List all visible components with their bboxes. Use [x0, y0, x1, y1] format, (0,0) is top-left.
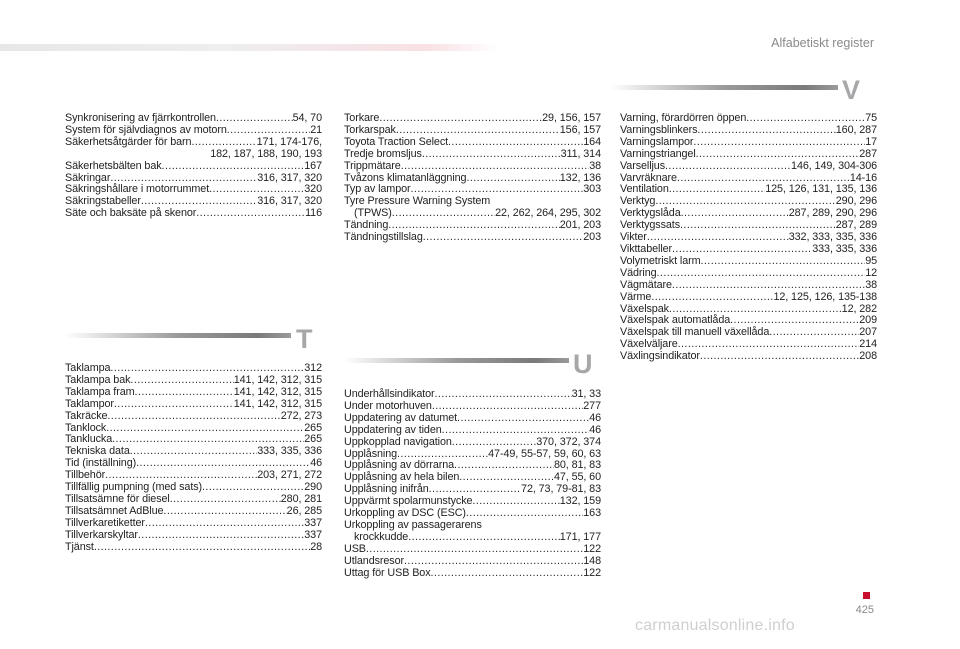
- index-entry-pages: 80, 81, 83: [553, 459, 601, 472]
- index-entry: [344, 425, 601, 437]
- index-entry-leader-dots: [701, 256, 866, 268]
- index-entry-label: Växelspak: [620, 302, 669, 315]
- index-entry-leader-dots: [392, 208, 495, 220]
- letter-u-divider: [344, 358, 569, 363]
- index-entry-pages: 287, 289, 290, 296: [788, 207, 877, 220]
- index-entry-label: Verktygssats: [620, 219, 681, 232]
- index-entry-label: Uppdatering av datumet: [344, 411, 458, 424]
- index-entry-pages: 290, 296: [835, 195, 877, 208]
- index-entry-pages: 156, 157: [559, 123, 601, 136]
- index-entry-label: Tredje bromsljus: [344, 147, 422, 160]
- index-entry-leader-dots: [401, 161, 589, 173]
- index-entry-label: Verktyg: [620, 195, 656, 208]
- index-entry-label: Växelspak till manuell växellåda: [620, 326, 770, 339]
- index-entry: [65, 506, 322, 518]
- index-entry-leader-dots: [366, 544, 583, 556]
- index-entry-label: Upplåsning av dörrarna: [344, 459, 455, 472]
- index-entry-leader-dots: [466, 508, 583, 520]
- index-entry-label: Takräcke: [65, 409, 108, 422]
- letter-v-heading: V: [842, 75, 861, 105]
- index-entry-pages: 337: [304, 528, 322, 541]
- index-entry-pages: 38: [865, 278, 877, 291]
- index-entry-label: Tillverkaretiketter: [65, 516, 145, 529]
- index-entry-label: Tillsatsämne för diesel: [65, 492, 170, 505]
- index-entry-label: Tillverkarskyltar: [65, 528, 138, 541]
- index-entry-pages: 122: [583, 542, 601, 555]
- index-entry-pages: 116: [305, 207, 322, 220]
- index-entry-label: Värme: [620, 290, 652, 303]
- index-entry-leader-dots: [170, 494, 281, 506]
- index-entry-leader-dots: [379, 113, 542, 125]
- index-entry-label: System för självdiagnos av motorn: [65, 123, 227, 136]
- index-entry-label: Vikter: [620, 231, 647, 244]
- index-entry-pages: 132, 136: [559, 171, 601, 184]
- index-entry-label: Toyota Traction Select: [344, 135, 449, 148]
- index-entry-pages: 95: [865, 254, 877, 267]
- index-entry-pages: 141, 142, 312, 315: [233, 397, 322, 410]
- index-entry-leader-dots: [94, 542, 310, 554]
- index-entry-pages: 132, 159: [559, 495, 601, 508]
- index-entry-pages: 12, 282: [841, 302, 877, 315]
- index-entry: [344, 556, 601, 568]
- index-entry-leader-dots: [448, 137, 583, 149]
- index-entry-pages: 14-16: [849, 171, 877, 184]
- index-entry-leader-dots: [697, 125, 835, 137]
- index-entry-label: Tjänst: [65, 540, 94, 553]
- index-entry-label: Tändningstillslag: [344, 231, 423, 244]
- index-entry: [65, 411, 322, 423]
- index-entry: [65, 530, 322, 542]
- index-entry-label: Säkerhetsåtgärder för barn: [65, 135, 192, 148]
- index-entry-leader-dots: [693, 137, 865, 149]
- index-entry-pages: 141, 142, 312, 315: [233, 373, 322, 386]
- index-entry: [620, 292, 877, 304]
- index-entry-pages: 21: [310, 123, 322, 136]
- index-entry-leader-dots: [657, 268, 866, 280]
- index-entry-pages: 28: [310, 540, 322, 553]
- index-entry-label: Upplåsning av hela bilen: [344, 471, 460, 484]
- index-entry-leader-dots: [681, 208, 789, 220]
- index-entry-pages: 370, 372, 374: [536, 435, 601, 448]
- index-entry-pages: 311, 314: [560, 147, 601, 160]
- index-entry: [620, 137, 877, 149]
- index-entry-label: Varningslampor: [620, 135, 694, 148]
- index-entry-leader-dots: [472, 496, 559, 508]
- index-section-v: [620, 113, 877, 363]
- index-entry: [65, 387, 322, 399]
- index-entry-pages: 332, 333, 335, 336: [788, 231, 877, 244]
- index-entry: [344, 161, 601, 173]
- index-entry-leader-dots: [442, 425, 590, 437]
- index-entry-label: Typ av lampor: [344, 183, 411, 196]
- index-entry-leader-dots: [423, 232, 584, 244]
- index-entry-pages: 54, 70: [292, 112, 322, 124]
- index-entry: [65, 137, 322, 149]
- index-entry-pages: 122: [583, 566, 601, 579]
- index-entry-pages: 203, 271, 272: [257, 469, 322, 482]
- index-entry-leader-dots: [669, 184, 765, 196]
- index-entry-pages: 171, 174-176,: [256, 135, 322, 148]
- index-entry-leader-dots: [216, 113, 293, 125]
- index-entry-pages: 316, 317, 320: [257, 195, 322, 208]
- index-entry-label: Vägmätare: [620, 278, 672, 291]
- index-entry-pages: 160, 287: [835, 123, 877, 136]
- index-entry-label: Säkringar: [65, 171, 111, 184]
- index-entry-leader-dots: [145, 518, 304, 530]
- index-entry-label: Säkringshållare i motorrummet: [65, 183, 210, 196]
- page-header-title: Alfabetiskt register: [771, 36, 874, 50]
- letter-t-divider: [65, 333, 291, 338]
- index-entry-label: Varningstriangel: [620, 147, 696, 160]
- index-entry-leader-dots: [696, 149, 860, 161]
- index-entry-leader-dots: [107, 411, 280, 423]
- letter-v-divider: [610, 85, 838, 90]
- index-entry-label: Vädring: [620, 266, 657, 279]
- index-entry-pages: 287: [859, 147, 877, 160]
- index-entry-label: krockkudde: [354, 530, 409, 543]
- index-entry-leader-dots: [106, 423, 304, 435]
- index-entry-leader-dots: [678, 339, 860, 351]
- index-entry-pages: 47-49, 55-57, 59, 60, 63: [488, 447, 601, 460]
- index-entry-label: Uppdatering av tiden: [344, 423, 442, 436]
- index-entry-leader-dots: [665, 161, 791, 173]
- index-entry-label: Volymetriskt larm: [620, 254, 701, 267]
- index-entry-label: Säkerhetsbälten bak: [65, 159, 162, 172]
- index-entry-pages: 125, 126, 131, 135, 136: [765, 183, 877, 196]
- index-entry-pages: 320: [304, 183, 322, 196]
- index-entry-leader-dots: [162, 161, 305, 173]
- index-entry-label: Säkringstabeller: [65, 195, 141, 208]
- index-entry: [620, 161, 877, 173]
- index-entry-pages: 303: [583, 183, 601, 196]
- index-entry-leader-dots: [130, 446, 258, 458]
- index-entry-label: (TPWS): [354, 207, 392, 220]
- index-entry-pages: 26, 285: [286, 504, 322, 517]
- index-entry-label: Uppvärmt spolarmunstycke: [344, 495, 473, 508]
- index-entry-label: Taklampa bak: [65, 373, 131, 386]
- index-entry-pages: 31, 33: [571, 388, 601, 400]
- index-entry-pages: 46: [589, 423, 601, 436]
- index-entry-label: Uttag för USB Box: [344, 566, 431, 579]
- index-entry-label: Upplåsning inifrån: [344, 483, 429, 496]
- index-entry-leader-dots: [196, 208, 305, 220]
- index-entry: [344, 149, 601, 161]
- index-entry-label: Tanklucka: [65, 433, 113, 446]
- index-entry-pages: 182, 187, 188, 190, 193: [210, 147, 322, 160]
- index-entry: [65, 149, 322, 161]
- index-entry: [65, 542, 322, 554]
- index-entry: [344, 544, 601, 556]
- index-entry-pages: 333, 335, 336: [812, 242, 877, 255]
- index-entry-pages: 141, 142, 312, 315: [233, 385, 322, 398]
- index-entry: [344, 532, 601, 544]
- index-entry-leader-dots: [135, 387, 234, 399]
- index-entry: [620, 256, 877, 268]
- index-entry: [65, 208, 322, 220]
- index-entry-leader-dots: [454, 460, 554, 472]
- index-entry-label: Ventilation: [620, 183, 669, 196]
- index-entry-label: Växelspak automatlåda: [620, 314, 731, 327]
- index-entry-pages: 214: [859, 338, 877, 351]
- index-entry-pages: 333, 335, 336: [257, 445, 322, 458]
- index-entry-pages: 163: [583, 507, 601, 520]
- index-entry: [65, 399, 322, 411]
- index-entry-pages: 337: [304, 516, 322, 529]
- index-entry-pages: 46: [310, 457, 322, 470]
- index-entry-pages: 22, 262, 264, 295, 302: [495, 207, 601, 220]
- index-entry-leader-dots: [466, 173, 559, 185]
- index-entry-pages: 209: [859, 314, 877, 327]
- index-entry-pages: 171, 177: [559, 530, 601, 543]
- index-entry-pages: 47, 55, 60: [553, 471, 601, 484]
- index-entry: [620, 149, 877, 161]
- index-entry-label: Torkare: [344, 112, 380, 124]
- index-entry-label: Varvräknare: [620, 171, 677, 184]
- index-entry: [65, 161, 322, 173]
- index-entry-label: Under motorhuven: [344, 399, 432, 412]
- index-entry: [65, 518, 322, 530]
- index-entry-pages: 312: [304, 362, 322, 374]
- header-decoration-bar: [0, 44, 500, 51]
- index-entry-leader-dots: [163, 506, 286, 518]
- index-entry-leader-dots: [435, 389, 572, 401]
- index-entry-pages: 29, 156, 157: [542, 112, 601, 124]
- index-entry-leader-dots: [422, 149, 561, 161]
- index-entry-leader-dots: [138, 530, 304, 542]
- index-section-t: [65, 363, 322, 554]
- index-entry-label: Torkarspak: [344, 123, 396, 136]
- index-entry-label: Taklampor: [65, 397, 114, 410]
- index-section-s-continued: [65, 113, 322, 220]
- index-entry-pages: 12: [865, 266, 877, 279]
- index-entry-label: Tillfällig pumpning (med sats): [65, 481, 203, 494]
- index-entry-pages: 208: [859, 350, 877, 363]
- index-entry-leader-dots: [130, 375, 233, 387]
- index-entry-pages: 167: [304, 159, 322, 172]
- index-entry-leader-dots: [769, 327, 859, 339]
- index-entry-leader-dots: [457, 413, 589, 425]
- index-entry-pages: 287, 289: [835, 219, 877, 232]
- index-entry-pages: 272, 273: [280, 409, 322, 422]
- index-entry-label: Urkoppling av passagerarens: [344, 518, 482, 531]
- index-entry-label: Synkronisering av fjärrkontrollen: [65, 112, 216, 124]
- index-entry-leader-dots: [700, 351, 859, 363]
- index-entry-label: Tanklock: [65, 421, 107, 434]
- index-entry-label: Verktygslåda: [620, 207, 681, 220]
- index-entry-pages: 146, 149, 304-306: [791, 159, 877, 172]
- index-entry: [620, 268, 877, 280]
- index-entry-pages: 203: [583, 231, 601, 244]
- index-entry-pages: 72, 73, 79-81, 83: [521, 483, 601, 496]
- index-entry-leader-dots: [672, 280, 865, 292]
- index-entry-label: Underhållsindikator: [344, 388, 435, 400]
- index-entry: [344, 568, 601, 580]
- index-entry-pages: 280, 281: [280, 492, 322, 505]
- index-entry-pages: 12, 125, 126, 135-138: [773, 290, 877, 303]
- index-entry-pages: 46: [589, 411, 601, 424]
- index-entry-label: Taklampa fram: [65, 385, 135, 398]
- index-entry-pages: 38: [589, 159, 601, 172]
- index-entry-leader-dots: [408, 532, 560, 544]
- page-number: 425: [855, 604, 874, 616]
- index-entry: [620, 351, 877, 363]
- index-entry-label: Tyre Pressure Warning System: [344, 195, 491, 208]
- index-entry-label: Taklampa: [65, 362, 111, 374]
- letter-t-heading: T: [296, 324, 313, 354]
- index-entry-label: Uppkopplad navigation: [344, 435, 452, 448]
- index-entry-label: USB: [344, 542, 366, 555]
- index-entry-leader-dots: [191, 137, 256, 149]
- index-entry-label: Varningsblinkers: [620, 123, 698, 136]
- index-entry-label: Säte och baksäte på skenor: [65, 207, 197, 220]
- page-marker-square: [863, 592, 870, 599]
- index-entry-pages: 201, 203: [559, 219, 601, 232]
- index-entry-label: Upplåsning: [344, 447, 398, 460]
- index-entry: [344, 437, 601, 449]
- index-entry: [344, 137, 601, 149]
- index-entry-pages: 265: [304, 433, 322, 446]
- index-entry-leader-dots: [651, 292, 773, 304]
- index-section-t-continued: [344, 113, 601, 244]
- index-entry: [344, 413, 601, 425]
- index-entry-pages: 75: [865, 112, 877, 124]
- index-entry-label: Trippmätare: [344, 159, 401, 172]
- letter-u-heading: U: [573, 349, 593, 379]
- index-entry-label: Tid (inställning): [65, 457, 137, 470]
- index-entry-leader-dots: [452, 437, 536, 449]
- index-entry: [620, 280, 877, 292]
- index-entry-label: Växelväljare: [620, 338, 678, 351]
- index-entry-label: Växlingsindikator: [620, 350, 700, 363]
- index-entry-label: Tillsatsämnet AdBlue: [65, 504, 164, 517]
- index-entry-pages: 148: [583, 554, 601, 567]
- index-entry-label: Varselljus: [620, 159, 666, 172]
- index-section-u: [344, 389, 601, 580]
- index-entry-pages: 164: [583, 135, 601, 148]
- index-entry-leader-dots: [114, 399, 234, 411]
- index-entry-label: Tändning: [344, 219, 389, 232]
- index-entry-pages: 265: [304, 421, 322, 434]
- index-entry-pages: 316, 317, 320: [257, 171, 322, 184]
- index-entry-pages: 17: [865, 135, 877, 148]
- index-entry-label: Tekniska data: [65, 445, 130, 458]
- index-entry: [344, 232, 601, 244]
- index-entry-label: Varning, förardörren öppen: [620, 112, 747, 124]
- index-entry-label: Urkoppling av DSC (ESC): [344, 507, 466, 520]
- index-entry-pages: 290: [304, 481, 322, 494]
- index-entry-label: Tillbehör: [65, 469, 106, 482]
- index-entry-leader-dots: [404, 556, 583, 568]
- index-entry-label: Vikttabeller: [620, 242, 673, 255]
- index-entry-pages: 207: [859, 326, 877, 339]
- index-entry-label: Utlandsresor: [344, 554, 405, 567]
- index-entry-leader-dots: [431, 568, 584, 580]
- index-entry-pages: 277: [583, 399, 601, 412]
- watermark-text: carmanualsonline.info: [635, 617, 795, 634]
- index-entry-label: Tvåzons klimatanläggning: [344, 171, 467, 184]
